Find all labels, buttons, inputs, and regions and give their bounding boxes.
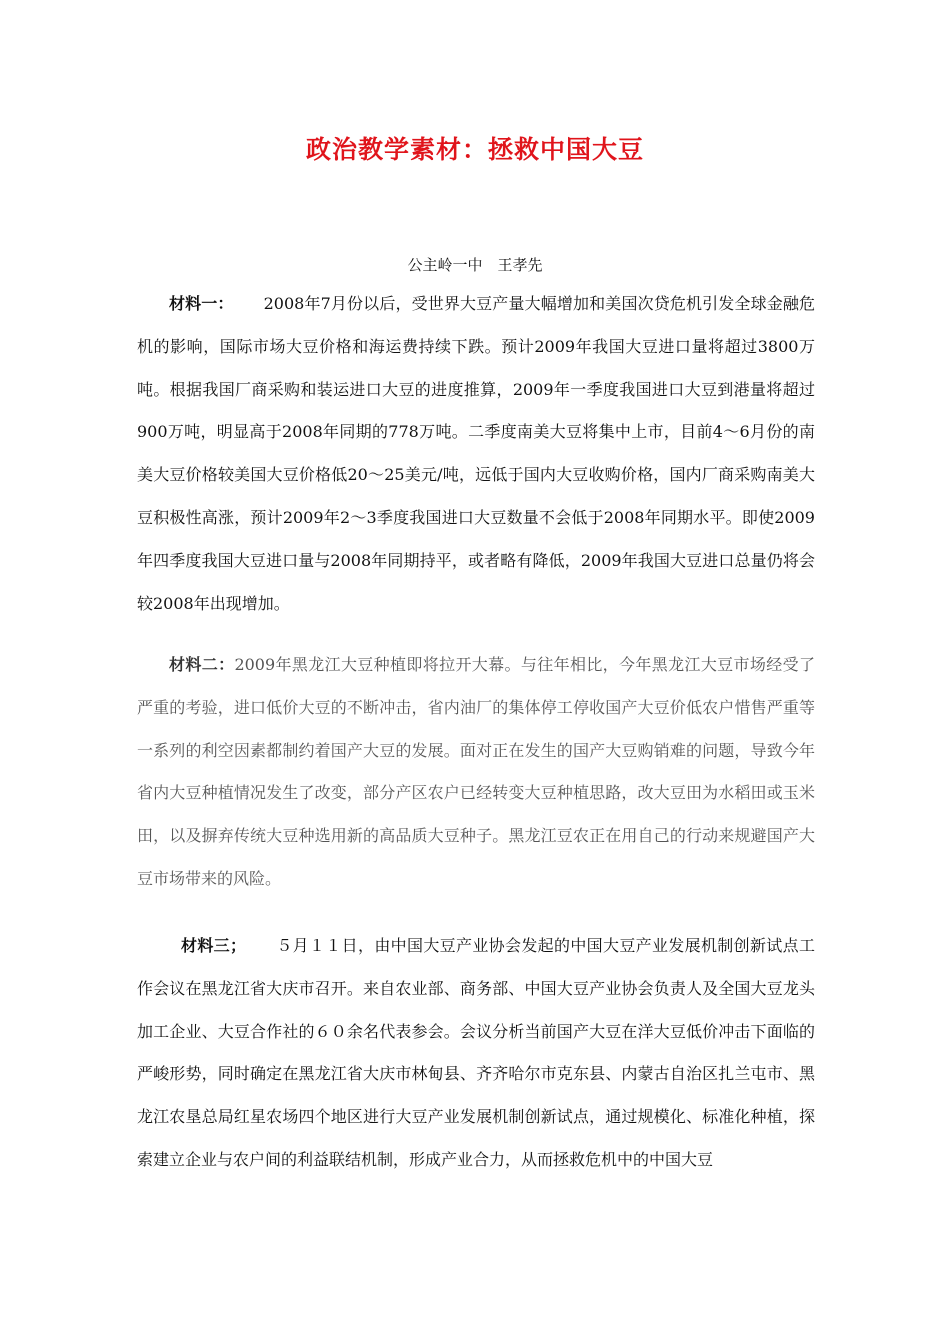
material-paragraph-1	[137, 283, 815, 625]
material-label-2: 材料二：	[169, 655, 235, 674]
material-paragraph-3	[137, 925, 815, 1182]
document-author: 公主岭一中 王孝先	[407, 256, 543, 274]
material-text-1: 2008年7月份以后，受世界大豆产量大幅增加和美国次贷危机引发全球金融危机的影响，国际市场大豆价格和海运费持续下跌。预计2009年我国大豆进口量将超过3800万吨。根据我国厂商采购和装运进口大豆的进度推算，2009年一季度我国进口大豆到港量将超过900万吨，明显高于2008年同期的778万吨。二季度南美大豆将集中上市，目前4～6月份的南美大豆价格较美国大豆价格低20～25美元/吨，远低于国内大豆收购价格，国内厂商采购南美大豆积极性高涨，预计2009年2～3季度我国进口大豆数量不会低于2008年同期水平。即使2009年四季度我国大豆进口量与2008年同期持平，或者略有降低，2009年我国大豆进口总量仍将会较2008年出现增加。	[137, 294, 815, 613]
material-text-2: 2009年黑龙江大豆种植即将拉开大幕。与往年相比，今年黑龙江大豆市场经受了严重的考验，进口低价大豆的不断冲击，省内油厂的集体停工停收国产大豆价低农户惜售严重等一系列的利空因素都制约着国产大豆的发展。面对正在发生的国产大豆购销难的问题，导致今年省内大豆种植情况发生了改变，部分产区农户已经转变大豆种植思路，改大豆田为水稻田或玉米田，以及摒弃传统大豆种选用新的高品质大豆种子。黑龙江豆农正在用自己的行动来规避国产大豆市场带来的风险。	[137, 655, 815, 888]
material-paragraph-2	[137, 644, 815, 901]
document-title: 政治教学素材：拯救中国大豆	[305, 135, 644, 164]
material-label-3: 材料三；	[181, 936, 246, 955]
material-label-1: 材料一：	[169, 294, 234, 313]
material-text-3: ５月１１日，由中国大豆产业协会发起的中国大豆产业发展机制创新试点工作会议在黑龙江省大庆市召开。来自农业部、商务部、中国大豆产业协会负责人及全国大豆龙头加工企业、大豆合作社的６０余名代表参会。会议分析当前国产大豆在洋大豆低价冲击下面临的严峻形势，同时确定在黑龙江省大庆市林甸县、齐齐哈尔市克东县、内蒙古自治区扎兰屯市、黑龙江农垦总局红星农场四个地区进行大豆产业发展机制创新试点，通过规模化、标准化种植，探索建立企业与农户间的利益联结机制，形成产业合力，从而拯救危机中的中国大豆	[137, 936, 815, 1169]
